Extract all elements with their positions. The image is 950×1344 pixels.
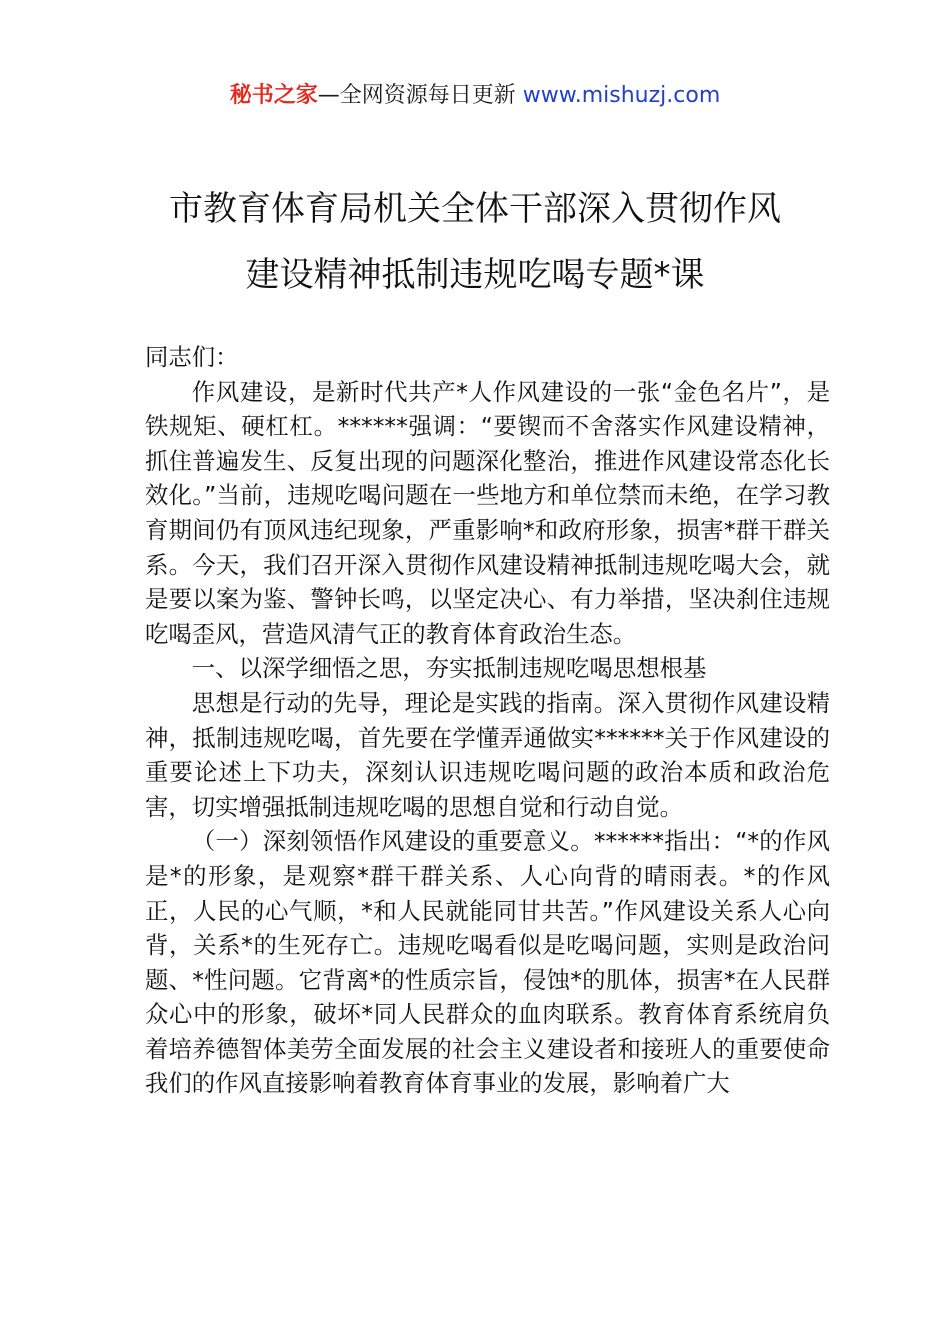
section-heading-1: 一、以深学细悟之思，夯实抵制违规吃喝思想根基: [191, 654, 707, 683]
header-site-link[interactable]: www.mishuzj.com: [522, 83, 721, 108]
title-line-1: 市教育体育局机关全体干部深入贯彻作风: [169, 189, 781, 229]
salutation: 同志们：: [145, 343, 239, 371]
paragraph-section-1: 思想是行动的先导，理论是实践的指南。深入贯彻作风建设精神，抵制违规吃喝，首先要在学懂弄通做实******关于作风建设的重要论述上下功夫，深刻认识违规吃喝问题的政治本质和政治危害，切实增强抵制违规吃喝的思想自觉和行动自觉。: [145, 688, 830, 821]
document-body: [145, 340, 830, 1101]
paragraph-intro: 作风建设，是新时代共产*人作风建设的一张“金色名片”，是铁规矩、硬杠杠。******强调：“要锲而不舍落实作风建设精神，抓住普遍发生、反复出现的问题深化整治，推进作风建设常态化长效化。”当前，违规吃喝问题在一些地方和单位禁而未绝，在学习教育期间仍有顶风违纪现象，严重影响*和政府形象，损害*群干群关系。今天，我们召开深入贯彻作风建设精神抵制违规吃喝大会，就是要以案为鉴、警钟长鸣，以坚定决心、有力举措，坚决刹住违规吃喝歪风，营造风清气正的教育体育政治生态。: [145, 377, 830, 648]
document-title: [0, 176, 950, 308]
paragraph-subsection-1: （一）深刻领悟作风建设的重要意义。******指出：“*的作风是*的形象，是观察*群干群关系、人心向背的晴雨表。*的作风正，人民的心气顺，*和人民就能同甘共苦。”作风建设关系人心向背，关系*的生死存亡。违规吃喝看似是吃喝问题，实则是政治问题、*性问题。它背离*的性质宗旨，侵蚀*的肌体，损害*在人民群众心中的形象，破坏*同人民群众的血肉联系。教育体育系统肩负着培养德智体美劳全面发展的社会主义建设者和接班人的重要使命我们的作风直接影响着教育体育事业的发展，影响着广大: [145, 827, 830, 1098]
header-slogan: —全网资源每日更新: [317, 83, 523, 108]
title-line-2: 建设精神抵制违规吃喝专题*课: [245, 255, 705, 295]
header-brand: 秘书之家: [229, 83, 318, 108]
page-header: [0, 80, 950, 112]
